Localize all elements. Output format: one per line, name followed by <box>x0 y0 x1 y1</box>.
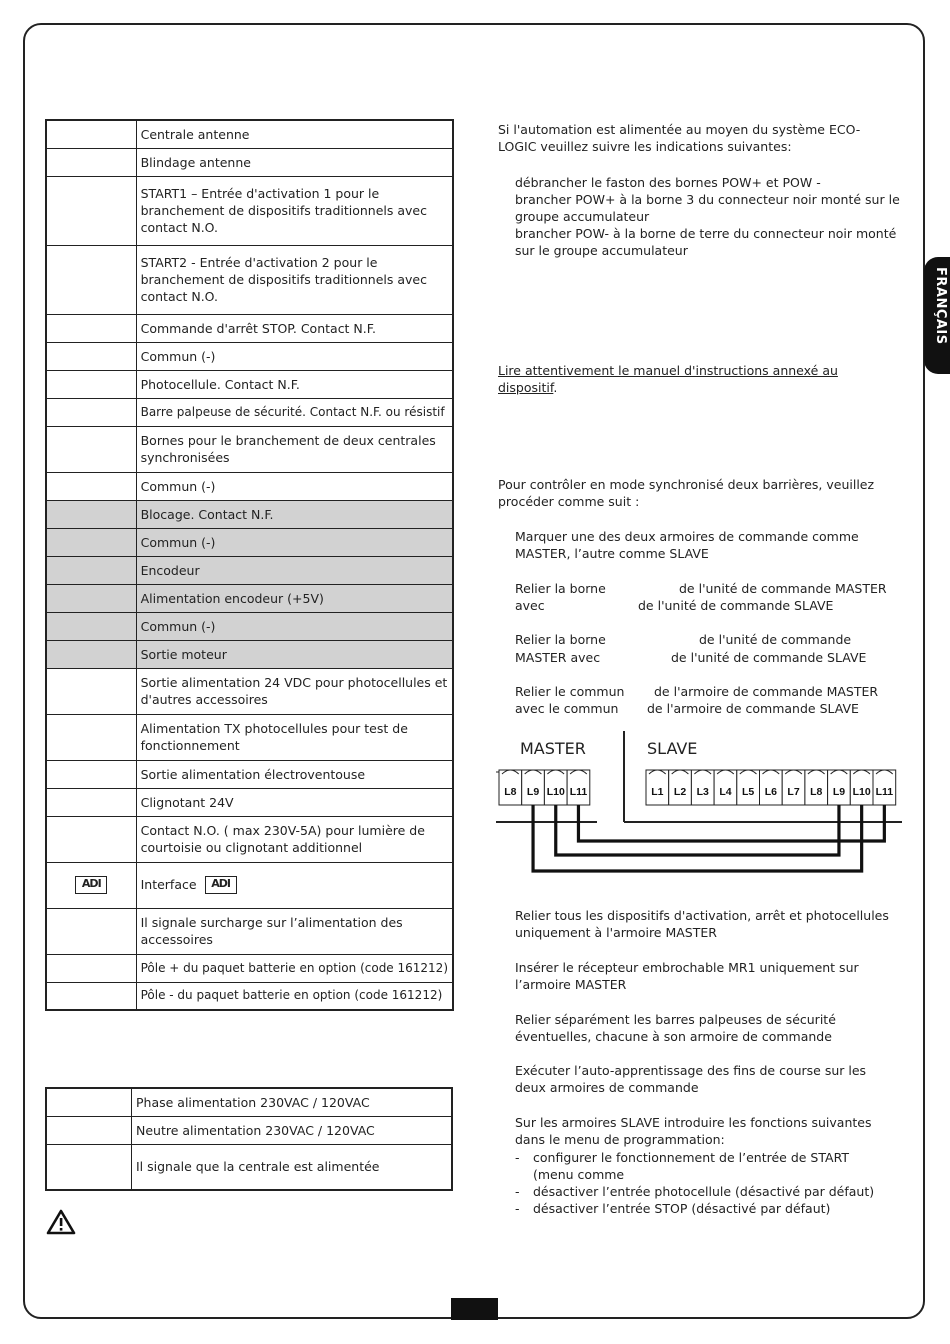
relier2-a: Relier la borne <box>515 632 606 647</box>
terminal-id-cell <box>46 788 136 816</box>
sync-intro: Pour contrôler en mode synchronisé deux barrières, veuillez procéder comme suit : <box>498 477 875 509</box>
slave-bullet-1: configurer le fonctionnement de l’entrée de START (menu comme <box>533 1150 849 1182</box>
bullet-dash-1: - <box>515 1150 520 1165</box>
terminal-desc-cell <box>136 176 453 245</box>
terminal-row <box>46 314 453 342</box>
power-id-cell <box>46 1088 132 1116</box>
terminal-row <box>46 982 453 1010</box>
relier3-b: de l'armoire de commande MASTER <box>654 684 879 699</box>
manual-note-text: Lire attentivement le manuel d'instructions annexé au dispositif <box>498 363 838 395</box>
after-step-2: Insérer le récepteur embrochable MR1 uniquement sur l’armoire MASTER <box>515 960 859 992</box>
terminal-desc: Commun (-) <box>140 534 216 550</box>
master-terminal-label: L8 <box>504 786 517 798</box>
slave-terminal-label: L5 <box>742 786 755 798</box>
terminal-desc-cell <box>136 954 453 982</box>
relier1-a: Relier la borne <box>515 581 606 596</box>
manual-note-end: . <box>553 380 558 395</box>
wire-l10 <box>556 805 839 855</box>
terminal-row <box>46 556 453 584</box>
eco-step-1: débrancher le faston des bornes POW+ et POW - <box>515 175 821 190</box>
terminal-desc: Commande d'arrêt STOP. Contact N.F. <box>140 320 376 336</box>
terminal-row <box>46 370 453 398</box>
terminal-desc: Sortie alimentation 24 VDC pour photocellules et d'autres accessoires <box>140 675 448 707</box>
slave-bullet-3: désactiver l’entrée STOP (désactivé par défaut) <box>533 1201 831 1216</box>
terminal-desc-cell <box>136 245 453 314</box>
terminal-desc-cell <box>136 862 453 908</box>
terminal-row <box>46 954 453 982</box>
terminal-row <box>46 245 453 314</box>
terminal-desc-cell <box>136 528 453 556</box>
terminal-desc-cell <box>136 982 453 1010</box>
relier2-c: MASTER avec <box>515 650 601 665</box>
adi-icon: ADI <box>75 876 107 894</box>
terminal-row <box>46 528 453 556</box>
master-label: MASTER <box>520 739 586 758</box>
terminal-desc-cell <box>136 342 453 370</box>
warning-icon <box>46 1209 76 1235</box>
power-row <box>46 1088 452 1116</box>
terminal-row <box>46 714 453 760</box>
slave-label: SLAVE <box>647 739 698 758</box>
terminal-id-cell <box>46 398 136 426</box>
relier3-a: Relier le commun <box>515 684 625 699</box>
power-desc-cell: Phase alimentation 230VAC / 120VAC <box>132 1088 453 1116</box>
eco-step-2: brancher POW+ à la borne 3 du connecteur noir monté sur le groupe accumulateur <box>515 192 900 224</box>
terminal-desc: Bornes pour le branchement de deux centrales synchronisées <box>140 433 436 465</box>
terminal-desc: Commun (-) <box>140 348 216 364</box>
relier3-d: de l'armoire de commande SLAVE <box>647 701 859 716</box>
terminal-desc-cell <box>136 398 453 426</box>
terminal-desc-cell <box>136 714 453 760</box>
wire-l9 <box>533 805 862 871</box>
after-step-1: Relier tous les dispositifs d'activation, arrêt et photocellules uniquement à l'armoire MASTER <box>515 908 889 940</box>
language-tab-label: FRANÇAIS <box>933 267 948 345</box>
power-desc-cell: Neutre alimentation 230VAC / 120VAC <box>132 1116 453 1144</box>
slave-bullet-2: désactiver l’entrée photocellule (désactivé par défaut) <box>533 1184 875 1199</box>
terminal-desc-cell <box>136 500 453 528</box>
terminal-id-cell <box>46 472 136 500</box>
terminal-id-cell <box>46 668 136 714</box>
terminal-desc: START1 – Entrée d'activation 1 pour le branchement de dispositifs traditionnels avec contact N.O. <box>140 186 427 235</box>
terminal-row <box>46 640 453 668</box>
terminal-desc-cell <box>136 908 453 954</box>
eco-step-3: brancher POW- à la borne de terre du connecteur noir monté sur le groupe accumulateur <box>515 226 897 258</box>
terminal-id-cell <box>46 314 136 342</box>
terminal-row <box>46 908 453 954</box>
slave-terminal-label: L4 <box>719 786 732 798</box>
terminal-id-cell <box>46 426 136 472</box>
terminal-desc-cell <box>136 426 453 472</box>
terminal-id-cell <box>46 176 136 245</box>
after-step-4: Exécuter l’auto-apprentissage des fins de course sur les deux armoires de commande <box>515 1063 867 1095</box>
slave-intro: Sur les armoires SLAVE introduire les fonctions suivantes dans le menu de programmation: <box>515 1115 872 1147</box>
terminal-desc-cell <box>136 668 453 714</box>
terminal-desc: Blindage antenne <box>140 154 251 170</box>
terminal-desc: START2 - Entrée d'activation 2 pour le branchement de dispositifs traditionnels avec contact N.O. <box>140 255 427 304</box>
terminal-id-cell <box>46 528 136 556</box>
terminal-row <box>46 148 453 176</box>
relier1-b: de l'unité de commande MASTER <box>679 581 887 596</box>
master-terminal-label: L9 <box>526 786 540 798</box>
terminal-id-cell <box>46 908 136 954</box>
terminal-row <box>46 120 453 148</box>
terminal-row <box>46 760 453 788</box>
terminal-desc-cell <box>136 148 453 176</box>
terminal-desc-cell <box>136 314 453 342</box>
terminal-desc: Barre palpeuse de sécurité. Contact N.F. ou résistif <box>140 404 445 419</box>
power-id-cell <box>46 1116 132 1144</box>
terminal-row <box>46 862 453 908</box>
terminal-id-cell <box>46 370 136 398</box>
terminal-desc-cell <box>136 816 453 862</box>
relier1-c: avec <box>515 598 545 613</box>
terminal-row <box>46 612 453 640</box>
master-terminal-label: L11 <box>569 786 588 798</box>
terminal-id-cell <box>46 556 136 584</box>
terminal-id-cell <box>46 342 136 370</box>
terminal-id-cell <box>46 120 136 148</box>
slave-terminal-label: L1 <box>651 786 664 798</box>
terminal-desc-cell <box>136 584 453 612</box>
terminal-row <box>46 668 453 714</box>
terminal-table <box>45 119 454 1011</box>
terminal-id-cell <box>46 640 136 668</box>
terminal-id-cell <box>46 584 136 612</box>
terminal-id-cell <box>46 500 136 528</box>
terminal-id-cell <box>46 760 136 788</box>
terminal-desc: Pôle - du paquet batterie en option (code 161212) <box>140 988 443 1003</box>
terminal-desc: Photocellule. Contact N.F. <box>140 376 300 392</box>
terminal-desc: Pôle + du paquet batterie en option (code 161212) <box>140 960 448 975</box>
terminal-desc: Contact N.O. ( max 230V-5A) pour lumière de courtoisie ou clignotant additionnel <box>140 823 425 855</box>
terminal-desc: Alimentation TX photocellules pour test de fonctionnement <box>140 721 408 753</box>
terminal-id-cell <box>46 714 136 760</box>
page-number-box <box>451 1298 498 1320</box>
wiring-diagram <box>496 728 906 880</box>
eco-intro: Si l'automation est alimentée au moyen du système ECO-LOGIC veuillez suivre les indications suivantes: <box>498 122 861 154</box>
terminal-desc-cell <box>136 612 453 640</box>
terminal-row <box>46 500 453 528</box>
terminal-id-cell <box>46 148 136 176</box>
power-row <box>46 1144 452 1190</box>
bullet-dash-2: - <box>515 1184 520 1199</box>
terminal-desc-cell <box>136 556 453 584</box>
language-tab <box>924 257 950 374</box>
terminal-row <box>46 398 453 426</box>
terminal-id-cell <box>46 954 136 982</box>
relier3-c: avec le commun <box>515 701 619 716</box>
sync-mark: Marquer une des deux armoires de commande comme MASTER, l’autre comme SLAVE <box>515 529 859 561</box>
terminal-row <box>46 788 453 816</box>
terminal-desc-cell <box>136 788 453 816</box>
slave-terminal-label: L10 <box>852 786 871 798</box>
after-step-3: Relier séparément les barres palpeuses de sécurité éventuelles, chacune à son armoire de commande <box>515 1012 836 1044</box>
bullet-dash-3: - <box>515 1201 520 1216</box>
terminal-desc: Il signale surcharge sur l’alimentation des accessoires <box>140 915 403 947</box>
manual-note <box>498 362 898 396</box>
terminal-desc-cell <box>136 472 453 500</box>
slave-terminal-label: L11 <box>875 786 894 798</box>
terminal-id-cell <box>46 612 136 640</box>
terminal-id-cell <box>46 816 136 862</box>
slave-terminal-label: L9 <box>832 786 846 798</box>
terminal-desc-cell <box>136 370 453 398</box>
terminal-row <box>46 816 453 862</box>
terminal-desc: Centrale antenne <box>140 126 250 142</box>
relier2-b: de l'unité de commande <box>699 632 852 647</box>
terminal-desc: Blocage. Contact N.F. <box>140 506 274 522</box>
slave-terminal-label: L8 <box>810 786 823 798</box>
terminal-id-cell <box>46 862 136 908</box>
terminal-id-cell <box>46 245 136 314</box>
power-id-cell <box>46 1144 132 1190</box>
slave-terminal-label: L6 <box>764 786 777 798</box>
terminal-row <box>46 342 453 370</box>
terminal-desc: Commun (-) <box>140 478 216 494</box>
terminal-row <box>46 426 453 472</box>
slave-terminal-label: L2 <box>673 786 687 798</box>
terminal-desc: Clignotant 24V <box>140 794 234 810</box>
terminal-row <box>46 176 453 245</box>
terminal-desc: Sortie moteur <box>140 646 227 662</box>
slave-terminal-label: L3 <box>696 786 709 798</box>
slave-terminal-label: L7 <box>787 786 800 798</box>
terminal-desc: Sortie alimentation électroventouse <box>140 766 366 782</box>
relier2-d: de l'unité de commande SLAVE <box>671 650 867 665</box>
master-terminal-label: L10 <box>546 786 565 798</box>
power-table <box>45 1087 453 1191</box>
adi-icon: ADI <box>205 876 237 894</box>
terminal-desc: Commun (-) <box>140 618 216 634</box>
terminal-desc: Encodeur <box>140 562 200 578</box>
power-desc-cell: Il signale que la centrale est alimentée <box>132 1144 453 1190</box>
terminal-desc-cell <box>136 120 453 148</box>
terminal-id-cell <box>46 982 136 1010</box>
terminal-row <box>46 472 453 500</box>
power-row <box>46 1116 452 1144</box>
terminal-desc: Alimentation encodeur (+5V) <box>140 590 324 606</box>
relier1-d: de l'unité de commande SLAVE <box>638 598 834 613</box>
terminal-row <box>46 584 453 612</box>
terminal-desc-cell <box>136 640 453 668</box>
terminal-desc: Interface <box>140 876 197 892</box>
terminal-desc-cell <box>136 760 453 788</box>
